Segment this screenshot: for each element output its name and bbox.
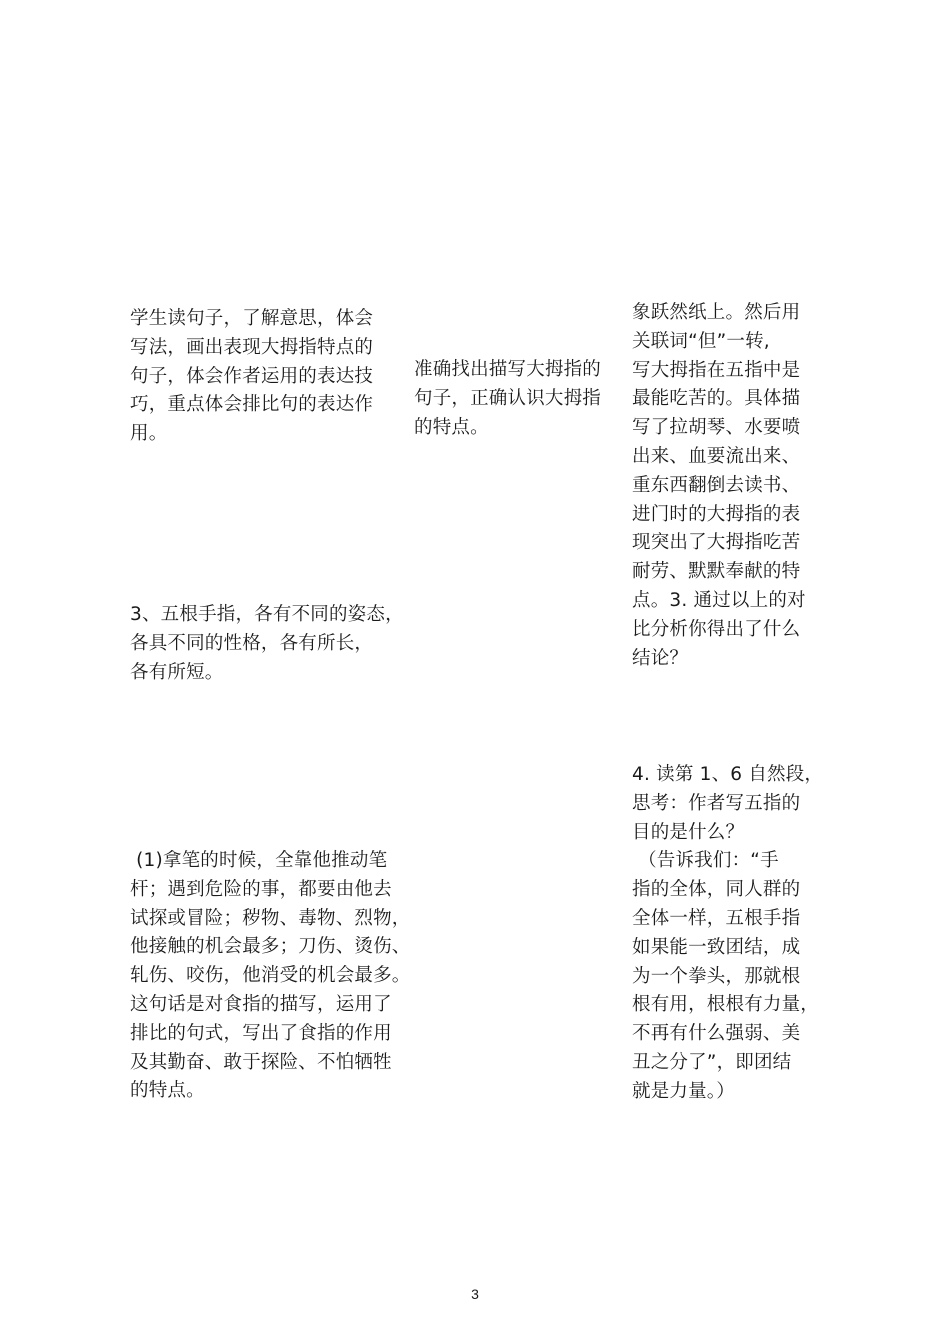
text-line: 象跃然纸上。然后用 — [632, 302, 801, 323]
text-line: 重东西翻倒去读书、 — [632, 474, 801, 496]
left-block-five-fingers — [130, 601, 404, 687]
text-line: 的特点。 — [414, 416, 489, 438]
text-line: 写大拇指在五指中是 — [632, 359, 801, 381]
right-block-thumb-analysis — [632, 299, 806, 673]
text-line: 排比的句式，写出了食指的作用 — [130, 1022, 392, 1044]
text-line: 耐劳、默默奉献的特 — [632, 561, 801, 583]
text-line: 就是力量。） — [632, 1080, 735, 1102]
text-line: 关联词“但”一转, — [632, 330, 770, 352]
middle-block-goal — [414, 356, 601, 442]
text-line: 句子，正确认识大拇指 — [414, 387, 602, 409]
text-line: 不再有什么强弱、美 — [632, 1023, 801, 1045]
text-line: 3、五根手指，各有不同的姿态， — [130, 604, 404, 625]
page-number: 3 — [471, 1286, 479, 1302]
text-line: 学生读句子，了解意思，体会 — [130, 308, 374, 329]
text-line: 这句话是对食指的描写，运用了 — [130, 993, 392, 1015]
right-block-purpose-question — [632, 761, 823, 1107]
text-line: 思考：作者写五指的 — [632, 792, 801, 814]
text-line: 如果能一致团结，成 — [632, 936, 801, 958]
text-line: 根有用，根根有力量， — [632, 994, 820, 1016]
text-line: 指的全体，同人群的 — [632, 879, 801, 901]
left-block-index-finger — [130, 847, 411, 1106]
text-line: 进门时的大拇指的表 — [632, 503, 801, 525]
text-line: 出来、血要流出来、 — [632, 445, 801, 467]
text-line: 准确找出描写大拇指的 — [414, 359, 602, 380]
text-line: 及其勤奋、敢于探险、不怕牺牲 — [130, 1051, 392, 1073]
text-line: 结论？ — [632, 647, 689, 669]
text-line: 最能吃苦的。具体描 — [632, 388, 801, 410]
text-line: 现突出了大拇指吃苦 — [632, 532, 801, 554]
text-line: 杆；遇到危险的事，都要由他去 — [130, 878, 392, 900]
text-line: 轧伤、咬伤，他消受的机会最多。 — [130, 965, 411, 987]
text-line: 巧，重点体会排比句的表达作 — [130, 394, 374, 416]
text-line: 试探或冒险；秽物、毒物、烈物， — [130, 907, 411, 929]
text-line: 句子，体会作者运用的表达技 — [130, 365, 374, 387]
text-line: 比分析你得出了什么 — [632, 618, 801, 640]
text-line: (1)拿笔的时候，全靠他推动笔 — [130, 850, 388, 871]
text-line: 为一个拳头，那就根 — [632, 965, 801, 987]
text-line: 写了拉胡琴、水要喷 — [632, 417, 801, 439]
text-line: 的特点。 — [130, 1080, 205, 1102]
text-line: 目的是什么？ — [632, 821, 745, 843]
text-line: （告诉我们：“手 — [632, 850, 779, 872]
text-line: 点。3. 通过以上的对 — [632, 589, 806, 611]
text-line: 4. 读第 1、6 自然段， — [632, 764, 824, 785]
text-line: 丑之分了”，即团结 — [632, 1051, 792, 1073]
text-line: 他接触的机会最多；刀伤、烫伤、 — [130, 936, 411, 958]
text-line: 用。 — [130, 423, 168, 445]
text-line: 写法，画出表现大拇指特点的 — [130, 336, 374, 358]
text-line: 全体一样，五根手指 — [632, 907, 801, 929]
left-block-reading-task — [130, 305, 373, 449]
text-line: 各具不同的性格，各有所长， — [130, 632, 374, 654]
text-line: 各有所短。 — [130, 661, 224, 683]
